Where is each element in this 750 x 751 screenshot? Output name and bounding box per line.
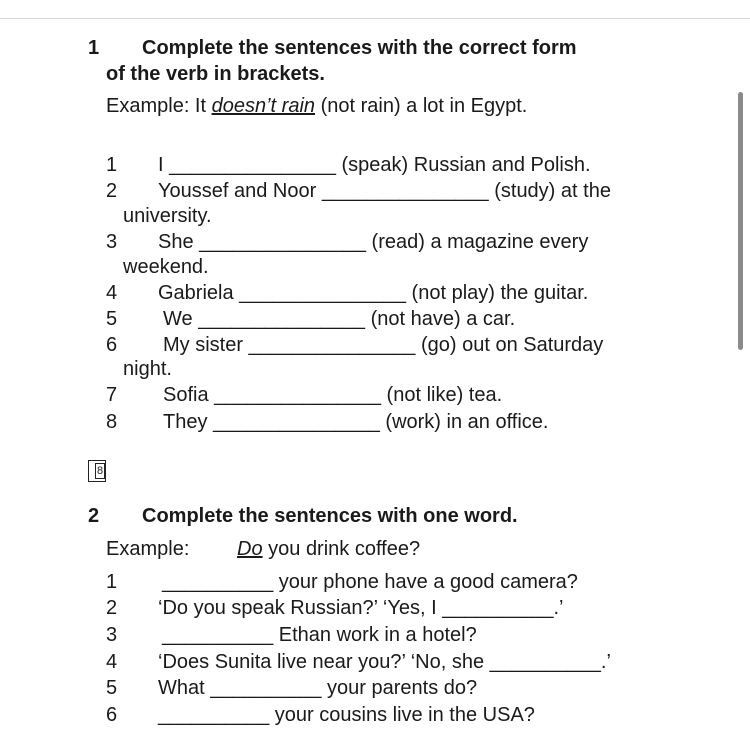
- s2-item-text: __________ your phone have a good camera?: [162, 571, 578, 593]
- s2-item-number: 5: [106, 677, 118, 699]
- s1-item-number: 7: [106, 384, 118, 406]
- section1-title-line2: of the verb in brackets.: [106, 63, 325, 85]
- s1-item-number: 3: [106, 231, 118, 253]
- s1-item-number: 8: [106, 411, 118, 433]
- top-divider: [0, 18, 750, 19]
- s1-item-continuation: night.: [123, 358, 172, 380]
- s2-item-number: 4: [106, 651, 118, 673]
- score-box: [88, 460, 106, 482]
- s1-item-text: I _______________ (speak) Russian and Polish.: [158, 154, 591, 176]
- s1-item-continuation: weekend.: [123, 256, 209, 278]
- example-answer: doesn’t rain: [211, 95, 316, 117]
- s1-item-text: Sofia _______________ (not like) tea.: [163, 384, 503, 406]
- s1-item-continuation: university.: [123, 205, 212, 227]
- s1-item-text: Gabriela _______________ (not play) the guitar.: [158, 282, 589, 304]
- section1-title-line1: Complete the sentences with the correct form: [142, 37, 577, 59]
- example-prefix: Example: It: [106, 95, 212, 117]
- example-answer: Do: [237, 538, 263, 560]
- example-suffix: you drink coffee?: [262, 538, 421, 560]
- section1-number: 1: [88, 37, 100, 59]
- s2-item-number: 3: [106, 624, 118, 646]
- s2-item-number: 1: [106, 571, 118, 593]
- section2-title: Complete the sentences with one word.: [142, 505, 518, 527]
- section2-number: 2: [88, 505, 100, 527]
- s1-item-text: We _______________ (not have) a car.: [163, 308, 516, 330]
- section2-example-label: Example:: [106, 538, 190, 560]
- scrollbar-thumb[interactable]: [738, 92, 743, 350]
- s2-item-number: 6: [106, 704, 118, 726]
- section1-example: [106, 94, 527, 118]
- s1-item-number: 2: [106, 180, 118, 202]
- s2-item-text: __________ Ethan work in a hotel?: [162, 624, 477, 646]
- s1-item-number: 5: [106, 308, 118, 330]
- s1-item-number: 1: [106, 154, 118, 176]
- s1-item-text: She _______________ (read) a magazine every: [158, 231, 589, 253]
- score-total: 8: [96, 465, 104, 477]
- s2-item-text: __________ your cousins live in the USA?: [158, 704, 535, 726]
- s1-item-text: They _______________ (work) in an office.: [163, 411, 549, 433]
- s1-item-text: My sister _______________ (go) out on Saturday: [163, 334, 604, 356]
- s2-item-text: ‘Does Sunita live near you?’ ‘No, she __________.’: [158, 651, 611, 673]
- s2-item-text: What __________ your parents do?: [158, 677, 478, 699]
- s2-item-number: 2: [106, 597, 118, 619]
- s1-item-number: 6: [106, 334, 118, 356]
- example-suffix: (not rain) a lot in Egypt.: [315, 95, 528, 117]
- s2-item-text: ‘Do you speak Russian?’ ‘Yes, I __________.’: [158, 597, 564, 619]
- s1-item-number: 4: [106, 282, 118, 304]
- section2-example: [237, 537, 420, 561]
- s1-item-text: Youssef and Noor _______________ (study) at the: [158, 180, 611, 202]
